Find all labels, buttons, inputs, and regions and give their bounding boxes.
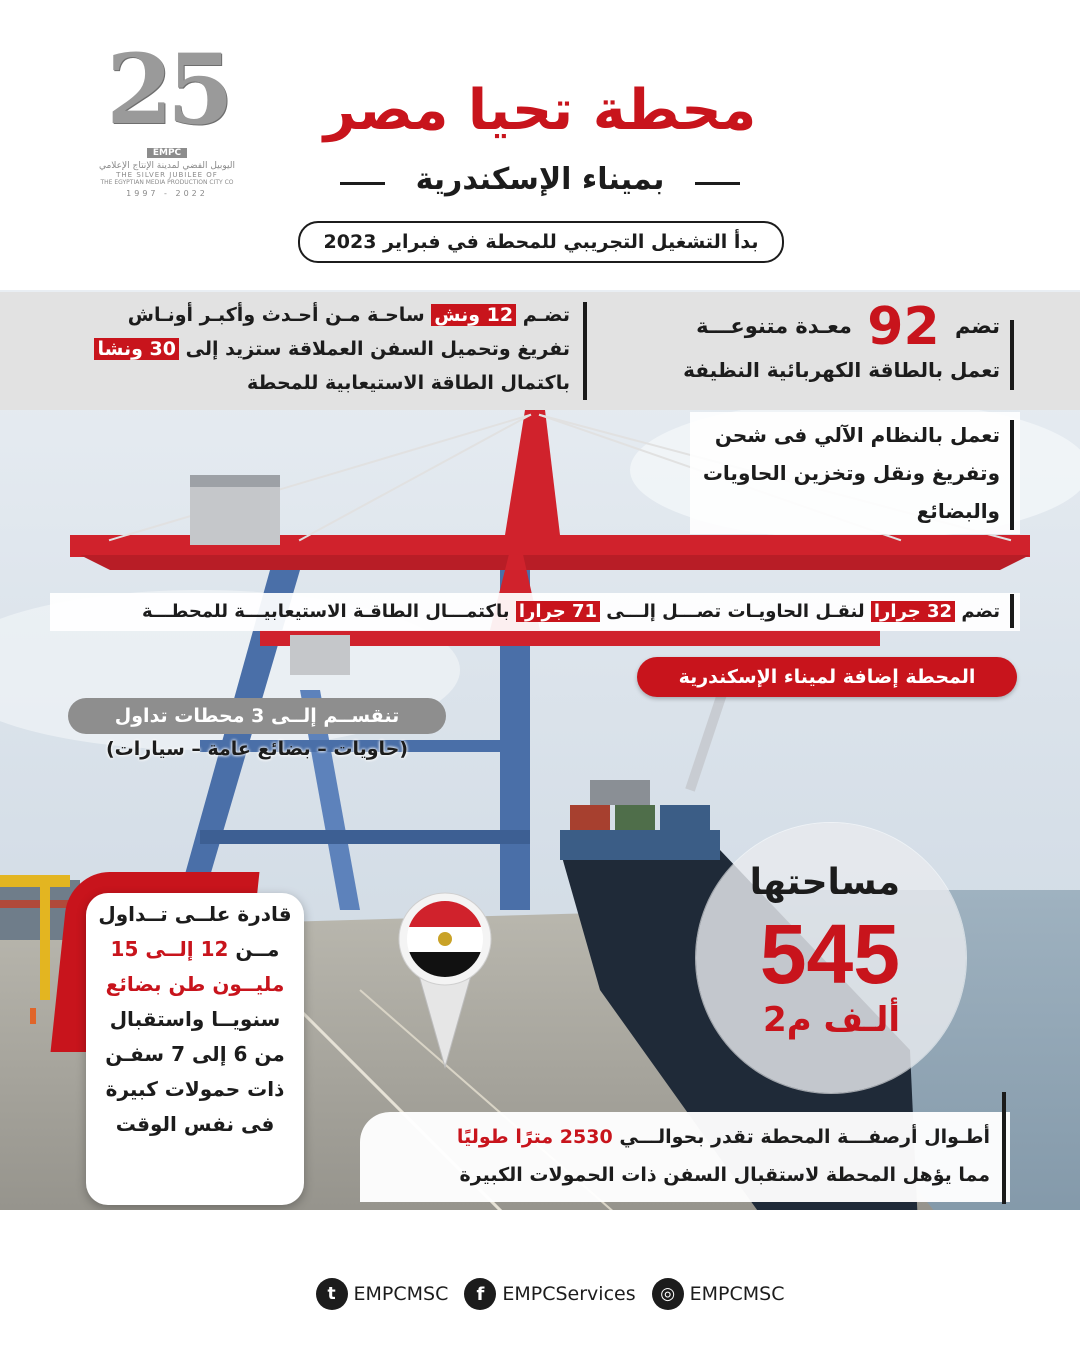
anniversary-logo — [82, 33, 252, 220]
equipment-pre: تضم — [954, 314, 1000, 338]
cranes-line-1 — [40, 298, 570, 332]
facebook-handle: EMPCServices — [502, 1283, 636, 1305]
social-links — [300, 1276, 800, 1312]
equipment-count: 92 — [867, 297, 940, 357]
automation-block — [640, 416, 1000, 530]
berths-l1-pre: أطـوال أرصفـــة المحطة تقدر بحوالـــي — [619, 1126, 990, 1148]
cranes-line-2 — [40, 332, 570, 366]
port-addition-banner: المحطة إضافة لميناء الإسكندرية — [637, 657, 1017, 697]
capacity-line-4: سنويــا واستقبال — [109, 1007, 281, 1031]
instagram-icon: ◎ — [652, 1278, 684, 1310]
logo-arabic-line: اليوبيل الفضي لمدينة الإنتاج الإعلامي — [98, 161, 235, 171]
capacity-line-1: قادرة علــى تــداول — [98, 902, 292, 926]
logo-number: 25 — [106, 33, 228, 146]
stations-list: (حاويات – بضائع عامة – سيارات) — [105, 738, 409, 760]
equipment-line-1 — [640, 296, 1000, 356]
page-title: محطة تحيا مصر — [323, 78, 757, 143]
tractors-count-now: 32 جرارا — [871, 601, 955, 622]
berths-line-1 — [370, 1118, 990, 1156]
instagram-handle: EMPCMSC — [689, 1283, 785, 1305]
berths-length: 2530 مترًا طوليًا — [456, 1126, 613, 1148]
berths-bar — [1002, 1092, 1006, 1204]
subtitle-row — [340, 162, 740, 206]
stations-title: تنقســم إلــى 3 محطات تداول — [68, 698, 446, 734]
subtitle: بميناء الإسكندرية — [415, 162, 665, 197]
capacity-line-2 — [86, 932, 304, 967]
logo-english-line-1: THE SILVER JUBILEE OF — [116, 171, 218, 179]
capacity-line-6: ذات حمولات كبيرة — [105, 1077, 285, 1101]
social-instagram[interactable] — [652, 1278, 785, 1310]
automation-line-1: تعمل بالنظام الآلي فى شحن — [714, 423, 1000, 447]
social-facebook[interactable] — [464, 1278, 635, 1310]
area-unit: ألـف م2 — [763, 1000, 900, 1040]
automation-bar — [1010, 420, 1014, 530]
tractors-pre: تضم — [961, 601, 1000, 622]
logo-years: 1997 - 2022 — [126, 189, 208, 198]
social-twitter[interactable] — [316, 1278, 449, 1310]
capacity-line-7: فى نفس الوقت — [115, 1112, 275, 1136]
trial-start-pill: بدأ التشغيل التجريبي للمحطة في فبراير 2023 — [298, 221, 784, 263]
capacity-line-5: من 6 إلى 7 سفـن — [105, 1042, 285, 1066]
cranes-block — [40, 298, 570, 400]
cranes-count-now: 12 ونش — [431, 304, 516, 326]
automation-line-2: وتفريغ ونقل وتخزين الحاويات — [702, 461, 1000, 485]
subtitle-rule-left — [340, 182, 385, 185]
facebook-icon: f — [464, 1278, 496, 1310]
tractors-mid: لنقـل الحاويـات تصـــل إلـــى — [606, 601, 865, 622]
equipment-line-2: تعمل بالطاقة الكهربائية النظيفة — [683, 358, 1000, 382]
capacity-range: 12 إلــى 15 — [110, 937, 229, 961]
automation-line-3: والبضائع — [916, 499, 1000, 523]
logo-badge: EMPC — [147, 148, 187, 158]
berths-block — [370, 1118, 990, 1194]
capacity-card — [86, 893, 304, 1205]
area-value: 545 — [759, 907, 900, 1001]
tractors-line — [56, 596, 1000, 628]
subtitle-rule-right — [695, 182, 740, 185]
equipment-block — [640, 296, 1000, 382]
tractors-count-future: 71 جرارا — [516, 601, 600, 622]
equipment-post: معـدة متنوعـــة — [696, 314, 852, 338]
twitter-handle: EMPCMSC — [353, 1283, 449, 1305]
cranes-l1-post: ساحـة مـن أحـدث وأكبـر أونـاش — [127, 304, 425, 326]
logo-english-line-2: THE EGYPTIAN MEDIA PRODUCTION CITY CO — [100, 179, 234, 186]
capacity-line-3: مليــون طن بضائع — [105, 972, 285, 996]
tractors-bar — [1010, 594, 1014, 628]
cranes-line-3: باكتمال الطاقة الاستيعابية للمحطة — [246, 372, 570, 394]
area-label: مساحتها — [749, 862, 900, 903]
cranes-l2-pre: تفريغ وتحميل السفن العملاقة ستزيد إلى — [185, 338, 570, 360]
egypt-flag-pin — [398, 892, 492, 1072]
cranes-count-future: 30 ونشا — [94, 338, 178, 360]
capacity-l2-pre: مــن — [235, 937, 280, 961]
map-pin-icon — [398, 892, 492, 1072]
berths-line-2: مما يؤهل المحطة لاستقبال السفن ذات الحمولات الكبيرة — [459, 1164, 990, 1186]
equipment-bar — [1010, 320, 1014, 390]
tractors-post: باكتمـــال الطاقـة الاستيعابيـــة للمحطـــة — [141, 601, 510, 622]
twitter-icon: t — [316, 1278, 348, 1310]
cranes-l1-pre: تضـم — [522, 304, 570, 326]
cranes-bar — [583, 302, 587, 400]
